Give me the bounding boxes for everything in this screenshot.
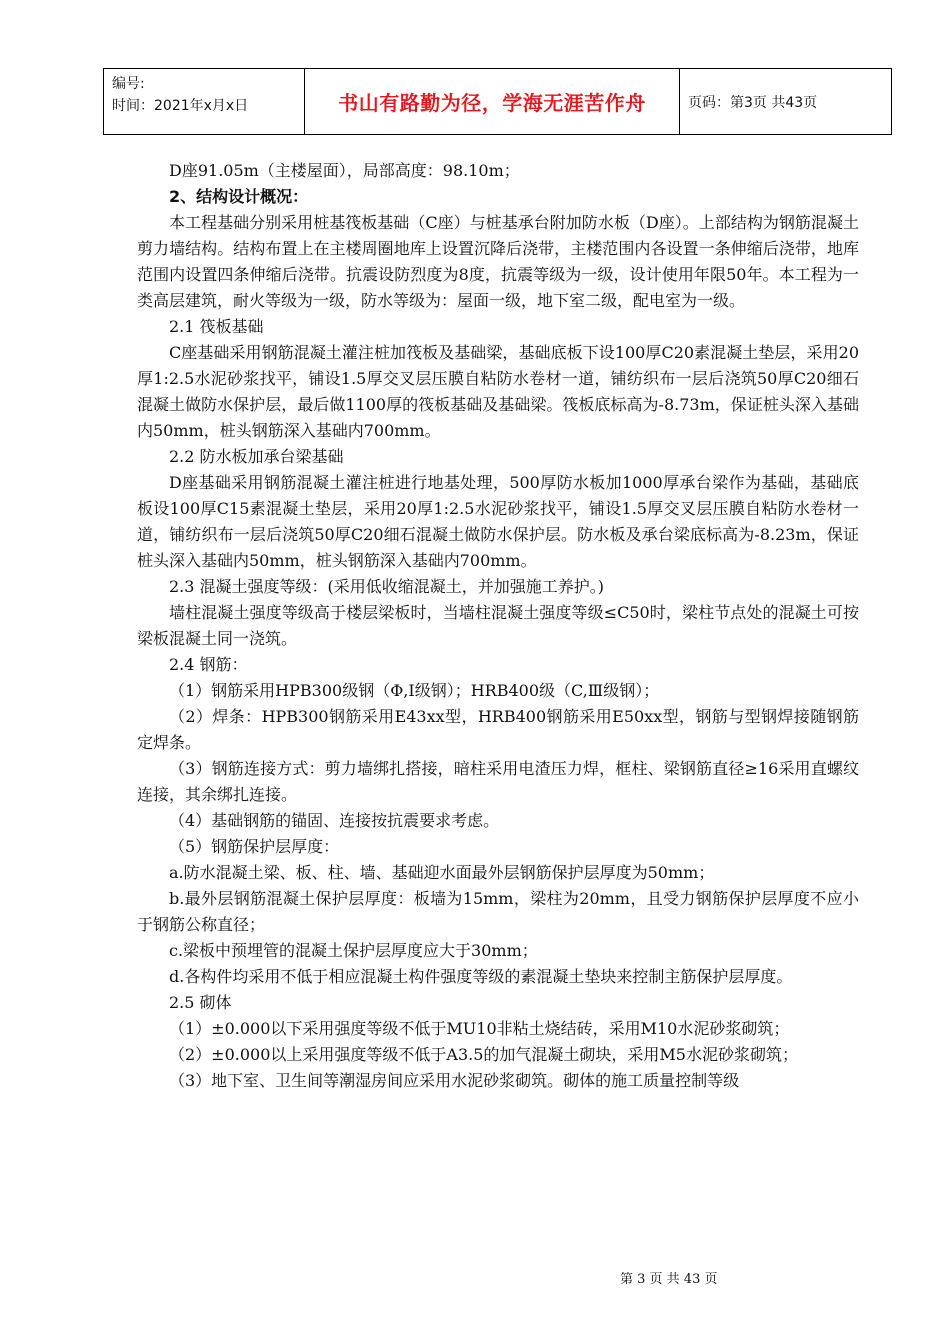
list-item: a.防水混凝土梁、板、柱、墙、基础迎水面最外层钢筋保护层厚度为50mm； xyxy=(169,863,715,882)
list-item: b.最外层钢筋混凝土保护层厚度：板墙为15mm，梁柱为20mm，且受力钢筋保护层厚度不应小于钢筋公称直径； xyxy=(137,889,859,934)
document-header xyxy=(103,68,892,135)
list-item: d.各构件均采用不低于相应混凝土构件强度等级的素混凝土垫块来控制主筋保护层厚度。 xyxy=(169,967,793,986)
paragraph: D座91.05m（主楼屋面），局部高度：98.10m； xyxy=(169,161,520,180)
header-page-info: 页码：第3页 共43页 xyxy=(688,94,818,111)
header-meta xyxy=(104,69,305,134)
document-body xyxy=(137,158,859,1094)
subsection-heading: 2.5 砌体 xyxy=(169,993,232,1012)
list-item: （4）基础钢筋的锚固、连接按抗震要求考虑。 xyxy=(169,811,500,830)
page-footer: 第 3 页 共 43 页 xyxy=(620,1272,718,1287)
subsection-heading: 2.3 混凝土强度等级：(采用低收缩混凝土，并加强施工养护。) xyxy=(169,577,605,596)
header-number: 编号: xyxy=(112,76,145,92)
subsection-heading: 2.1 筏板基础 xyxy=(169,317,264,336)
paragraph: C座基础采用钢筋混凝土灌注桩加筏板及基础梁，基础底板下设100厚C20素混凝土垫层，采用20厚1:2.5水泥砂浆找平，铺设1.5厚交叉层压膜自粘防水卷材一道，铺纺织布一层后浇筑50厚C20细石混凝土做防水保护层，最后做1100厚的筏板基础及基础梁。筏板底标高为-8.73m，保证桩头深入基础内50mm，桩头钢筋深入基础内700mm。 xyxy=(137,343,859,440)
paragraph: D座基础采用钢筋混凝土灌注桩进行地基处理，500厚防水板加1000厚承台梁作为基础，基础底板设100厚C15素混凝土垫层，采用20厚1:2.5水泥砂浆找平，铺设1.5厚交叉层压膜自粘防水卷材一道，铺纺织布一层后浇筑50厚C20细石混凝土做防水保护层。防水板及承台梁底标高为-8.23m，保证桩头深入基础内50mm，桩头钢筋深入基础内700mm。 xyxy=(137,473,859,570)
paragraph: 本工程基础分别采用桩基筏板基础（C座）与桩基承台附加防水板（D座）。上部结构为钢筋混凝土剪力墙结构。结构布置上在主楼周圈地库上设置沉降后浇带，主楼范围内各设置一条伸缩后浇带，地库范围内设置四条伸缩后浇带。抗震设防烈度为8度，抗震等级为一级，设计使用年限50年。本工程为一类高层建筑，耐火等级为一级，防水等级为：屋面一级，地下室二级，配电室为一级。 xyxy=(137,213,859,310)
list-item: （1）±0.000以下采用强度等级不低于MU10非粘土烧结砖，采用M10水泥砂浆砌筑； xyxy=(169,1019,790,1038)
list-item: （3）钢筋连接方式：剪力墙绑扎搭接，暗柱采用电渣压力焊，框柱、梁钢筋直径≥16采用直螺纹连接，其余绑扎连接。 xyxy=(137,759,859,804)
subsection-heading: 2.4 钢筋： xyxy=(169,655,248,674)
list-item: （2）焊条：HPB300钢筋采用E43xx型，HRB400钢筋采用E50xx型，钢筋与型钢焊接随钢筋定焊条。 xyxy=(137,707,859,752)
header-time: 时间：2021年x月x日 xyxy=(112,98,249,114)
subsection-heading: 2.2 防水板加承台梁基础 xyxy=(169,447,344,466)
list-item: （1）钢筋采用HPB300级钢（Φ,Ⅰ级钢）；HRB400级（C,Ⅲ级钢）； xyxy=(169,681,660,700)
header-motto: 书山有路勤为径，学海无涯苦作舟 xyxy=(305,69,680,134)
section-heading: 2、结构设计概况： xyxy=(169,187,309,206)
list-item: （2）±0.000以上采用强度等级不低于A3.5的加气混凝土砌块，采用M5水泥砂浆砌筑； xyxy=(169,1045,798,1064)
paragraph: 墙柱混凝土强度等级高于楼层梁板时，当墙柱混凝土强度等级≤C50时，梁柱节点处的混凝土可按梁板混凝土同一浇筑。 xyxy=(137,603,859,648)
list-item: c.梁板中预埋管的混凝土保护层厚度应大于30mm； xyxy=(169,941,538,960)
list-item: （3）地下室、卫生间等潮湿房间应采用水泥砂浆砌筑。砌体的施工质量控制等级 xyxy=(169,1071,740,1090)
list-item: （5）钢筋保护层厚度： xyxy=(169,837,340,856)
